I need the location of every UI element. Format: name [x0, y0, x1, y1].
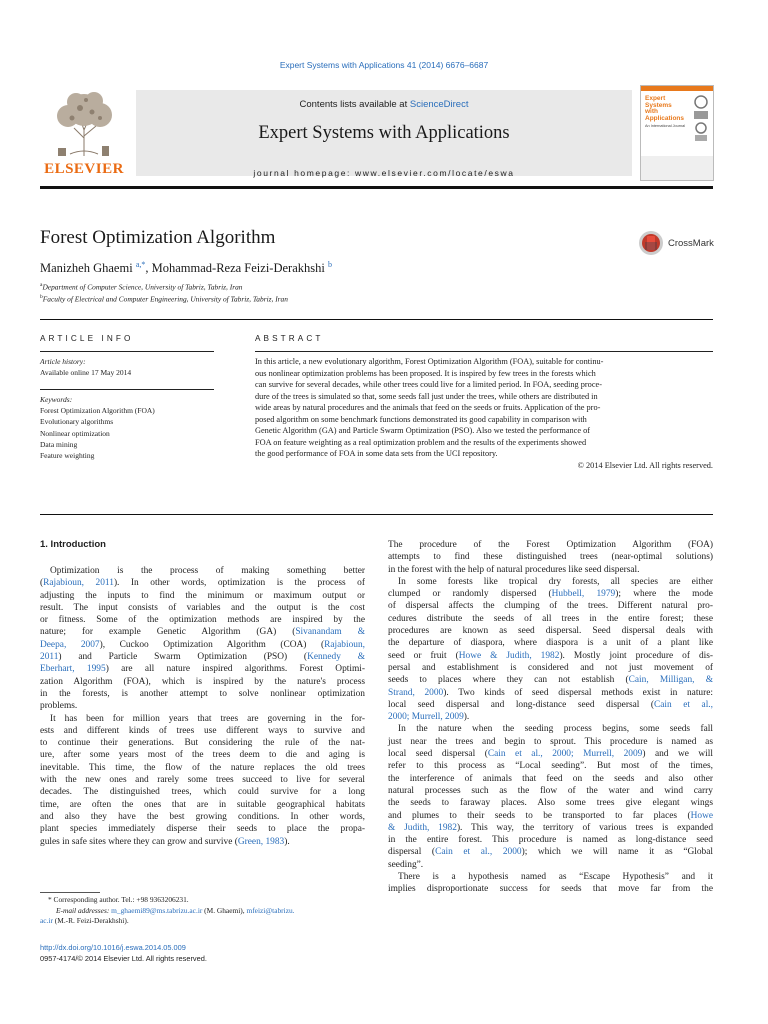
body-text-line [40, 823, 365, 835]
body-text-line [40, 700, 365, 712]
affiliation-marker: b [40, 294, 43, 300]
author-list [40, 260, 332, 276]
abstract-line: FOA on feature weighting as a real optimization problem and the results of the experiments showed [255, 437, 587, 447]
body-text-line [388, 613, 713, 625]
body-text: with the new ones and rarely some trees succeed to live for several [40, 775, 365, 786]
body-text: natural processes such as the flow of the water and wind carry [388, 785, 713, 796]
body-text-line [388, 674, 713, 686]
body-text: ). Two kinds of seed dispersal methods exist in nature: [443, 687, 713, 698]
intro-left-column [40, 565, 365, 848]
body-text: seeds to places where they can not establish ( [388, 675, 629, 686]
body-text: result. The input consists of variables and the output is the cost [40, 602, 365, 613]
body-text: ) and we will [642, 749, 713, 760]
reference-link[interactable]: Sivanandam & [295, 627, 365, 638]
sciencedirect-link[interactable]: ScienceDirect [409, 99, 469, 110]
reference-link[interactable]: Deepa, 2007 [40, 639, 100, 650]
article-info-heading: ARTICLE INFO [40, 334, 134, 343]
body-text: ). Mostly joint procedure of dis- [559, 650, 714, 661]
body-text: of dispersal affects the clumping of the trees. Different natural pro- [388, 601, 713, 612]
footnote-rule [40, 892, 100, 893]
body-text-line [40, 737, 365, 749]
affiliation-text: Department of Computer Science, University of Tabriz, Tabriz, Iran [42, 282, 243, 292]
body-text-line [40, 602, 365, 614]
body-text-line [40, 663, 365, 675]
body-text-line [388, 773, 713, 785]
body-text: the seeds to faraway places. Also some trees give elegant wings [388, 798, 713, 809]
body-text: In the nature when the seeding process begins, some seeds fall [398, 724, 713, 735]
body-text: and plumes to their seeds to be transported to far places ( [388, 810, 691, 821]
body-text-line [40, 577, 365, 589]
affiliation-text: Faculty of Electrical and Computer Engineering, University of Tabriz, Tabriz, Iran [42, 294, 288, 304]
corresponding-author-note: * Corresponding author. Tel.: +98 9363206231. [48, 895, 189, 904]
email-continuation [40, 916, 365, 927]
abstract-heading: ABSTRACT [255, 334, 324, 343]
body-text-line [388, 539, 713, 551]
cover-title-line: Expert [645, 95, 666, 102]
reference-link[interactable]: Strand, 2000 [388, 687, 444, 698]
keywords-block [40, 394, 214, 461]
body-text: ) and Particle Swarm Optimization (PSO) ( [58, 652, 308, 663]
body-text-line [388, 687, 713, 699]
body-text-line [388, 625, 713, 637]
body-text-line [40, 639, 365, 651]
abstract-rule [255, 351, 713, 352]
body-text-line [388, 711, 713, 723]
reference-link[interactable]: Rajabioun, [324, 639, 365, 650]
affiliation-marker: a [40, 282, 43, 288]
body-text: ( [40, 578, 44, 589]
body-text: attempts to find these distinguished trees (near-optimal solutions) [388, 552, 713, 563]
keyword-item: Feature weighting [40, 451, 95, 461]
keywords-label: Keywords: [40, 395, 73, 404]
abstract-line: Genetic Algorithm (GA) and Particle Swarm Optimization (PSO). Also we tested the performance of [255, 426, 591, 435]
keyword-item: Forest Optimization Algorithm (FOA) [40, 406, 155, 416]
body-text: gules in safe sites where they can grow and survive ( [40, 836, 238, 847]
body-text-line [388, 883, 713, 895]
crossmark-badge[interactable] [638, 230, 714, 258]
abstract-line: posed algorithm on some benchmark functions demonstrated its good capability in comparison with [255, 414, 587, 424]
cover-strip [641, 86, 713, 91]
journal-homepage[interactable]: journal homepage: www.elsevier.com/locate/eswa [253, 168, 515, 178]
issn-line: 0957-4174/© 2014 Elsevier Ltd. All rights reserved. [40, 954, 207, 963]
body-text-line [40, 749, 365, 761]
abstract-bottom-rule [40, 514, 713, 515]
body-text: the departure of diaspora, where diaspora is a unit of a plant like [388, 638, 713, 649]
body-text: decades. The distinguished trees, which could survive for a long [40, 787, 365, 798]
reference-link[interactable]: 2000; Murrell, 2009 [388, 712, 464, 723]
body-text: inevitable. This time, the flow of the nature replaces the old trees [40, 762, 365, 773]
paper-title: Forest Optimization Algorithm [40, 227, 276, 248]
cover-title-line: Applications [645, 114, 685, 122]
email-link[interactable]: mfeizi@tabrizu. [246, 905, 295, 915]
body-text: local seed dispersal and long-distance seed dispersal ( [388, 699, 655, 710]
reference-link[interactable]: Howe [690, 810, 713, 821]
reference-link[interactable]: Rajabioun, 2011 [43, 578, 114, 589]
body-text-line [388, 785, 713, 797]
body-text: refer to this process as “Local seeding”. But most of the times, [388, 761, 713, 772]
body-text-line [388, 650, 713, 662]
body-text-line [40, 774, 365, 786]
journal-citation[interactable]: Expert Systems with Applications 41 (2014) 6676–6687 [279, 60, 489, 70]
body-text-line [388, 834, 713, 846]
body-text-line [388, 797, 713, 809]
body-text-line [388, 588, 713, 600]
article-history [40, 356, 214, 378]
body-text: to continue their generations. But considering the rule of the nat- [40, 738, 365, 749]
body-text: dispersal ( [388, 847, 436, 858]
reference-link[interactable]: Green, 1983 [237, 836, 285, 847]
author-name: Manizheh Ghaemi [40, 261, 133, 276]
body-text-line [388, 810, 713, 822]
affiliation-rule [40, 319, 713, 320]
elsevier-logo[interactable] [40, 88, 128, 180]
abstract-line: In this article, a new evolutionary algorithm, Forest Optimization Algorithm (FOA), suitable for continu- [255, 357, 604, 366]
cover-gear-icon [691, 94, 711, 142]
doi-link[interactable] [40, 943, 186, 952]
body-text: plant species immediately disperse their seeds to place the propa- [40, 824, 365, 835]
body-text: ). In other words, optimization is the process of [113, 578, 365, 589]
body-text: time, are often the ones that are in suitable geographical habitats [40, 799, 365, 810]
keyword-item: Data mining [40, 439, 78, 449]
history-rule [40, 389, 214, 390]
journal-header [40, 85, 713, 184]
body-text: It has been for million years that trees are governing in the for- [50, 713, 365, 724]
body-text-line [40, 713, 365, 725]
email-owner: (M.-R. Feizi-Derakhshi). [52, 916, 129, 925]
body-text: The procedure of the Forest Optimization Algorithm (FOA) [388, 540, 713, 550]
reference-link[interactable]: Hubbell, 1979 [551, 589, 616, 600]
reference-link[interactable]: Cain et al., [654, 699, 713, 710]
body-text-line [388, 576, 713, 588]
elsevier-tree-icon [40, 88, 128, 158]
keyword-item: Evolutionary algorithms [40, 417, 114, 427]
journal-banner [136, 90, 632, 176]
body-text: in the forest with the help of natural procedures like seed dispersal. [388, 564, 640, 575]
abstract-line: wide areas by natural procedures and the animals that feed on the seeds or fruits. Application of the pro- [255, 403, 601, 412]
abstract-line: dure of the trees is simulated so that, some seeds fall just under the trees, while others are distributed in [255, 391, 598, 401]
body-text: ). [284, 836, 290, 847]
body-text: and also they have the best growing conditions. In other words, [40, 811, 365, 822]
journal-title: Expert Systems with Applications [258, 123, 510, 143]
body-text-line [388, 600, 713, 612]
body-text: or fitness. Some of the optimization methods are inspired by the [40, 615, 365, 626]
body-text-line [388, 760, 713, 772]
body-text: problems. [40, 701, 78, 712]
body-text: There is a hypothesis named as “Escape Hypothesis” and it [398, 872, 713, 883]
email-link[interactable]: m_ghaemi89@ms.tabrizu.ac.ir [111, 905, 203, 915]
header-rule [40, 186, 713, 189]
body-text-line [388, 723, 713, 735]
body-text: cedures distribute the seeds of all trees in the entire forest; these [388, 613, 713, 624]
author-affiliation-marker[interactable]: b [327, 260, 332, 269]
body-text-line [388, 699, 713, 711]
body-text: implies disproportionate success for seeds that move far from the [388, 884, 713, 895]
cover-subtitle: An International Journal [645, 124, 686, 128]
abstract-body [255, 356, 713, 471]
body-text-line [388, 564, 713, 576]
email-addresses [40, 906, 365, 917]
body-text-line [40, 590, 365, 602]
body-text: the interference of animals that feed on the seeds and also other [388, 773, 713, 784]
body-text-line [40, 786, 365, 798]
body-text: clumped or randomly dispersed ( [388, 589, 552, 600]
body-text: procedures are known as seed dispersal. Seed dispersal deals with [388, 626, 713, 637]
reference-link[interactable]: Cain et al., 2000 [435, 847, 522, 858]
body-text-line [40, 799, 365, 811]
body-text: ests and different kinds of trees use different ways to survive and [40, 725, 365, 736]
abstract-line: can survive for several decades, while other trees could live for a limited period. In FOA, seeding proce- [255, 380, 602, 389]
affiliation-a [40, 282, 242, 291]
reference-link[interactable]: 2011 [40, 652, 59, 663]
body-text: seed or fruit ( [388, 650, 459, 661]
body-text-line [40, 688, 365, 700]
body-text-line [40, 651, 365, 663]
body-text: local seed dispersal ( [388, 749, 488, 760]
body-text-line [40, 811, 365, 823]
body-text: In some forests like tropical dry forests, all species are either [398, 576, 713, 587]
body-text-line [388, 822, 713, 834]
abstract-line: the good performance of FOA in some data sets from the UCI repository. [255, 449, 498, 458]
reference-link[interactable]: Howe & Judith, 1982 [458, 650, 560, 661]
body-text: ); which we will name it as “Global [521, 847, 713, 858]
author-name: Mohammad-Reza Feizi-Derakhshi [151, 261, 325, 276]
body-text-line [40, 836, 365, 848]
reference-link[interactable]: & Judith, 1982 [388, 822, 457, 833]
body-text: zation Algorithm (FOA), which is inspired by the nature's process [40, 676, 365, 687]
body-text-line [40, 614, 365, 626]
body-text-line [40, 762, 365, 774]
body-text-line [388, 748, 713, 760]
doi-url[interactable]: http://dx.doi.org/10.1016/j.eswa.2014.05.009 [40, 943, 186, 952]
crossmark-icon [638, 230, 664, 256]
body-text: just near the trees and begin to sprout. This procedure is named as [388, 736, 713, 747]
body-text: ure, after some years most of the trees deem to die and aging is [40, 750, 365, 761]
body-text-line [388, 859, 713, 871]
body-text-line [40, 676, 365, 688]
publisher-name: ELSEVIER [44, 161, 124, 177]
abstract-copyright: © 2014 Elsevier Ltd. All rights reserved. [577, 460, 713, 470]
reference-link[interactable]: Cain, Milligan, & [628, 675, 713, 686]
body-text: ); where the mode [615, 589, 713, 600]
body-text-line [40, 565, 365, 577]
article-info-rule [40, 351, 214, 352]
body-text-line [388, 662, 713, 674]
body-text-line [40, 725, 365, 737]
reference-link[interactable]: Cain et al., 2000; Murrell, 2009 [487, 749, 643, 760]
body-text: in the forests, is another attempt to solve nonlinear optimization [40, 688, 365, 699]
body-text-line [388, 551, 713, 563]
body-text-line [388, 871, 713, 883]
cover-title [645, 96, 691, 128]
affiliation-b [40, 294, 288, 303]
email-label: E-mail addresses: [56, 905, 110, 915]
contents-prefix: Contents lists available at [299, 99, 410, 110]
reference-link[interactable]: Kennedy & [307, 652, 365, 663]
contents-line [136, 99, 632, 110]
body-text: in the entire forest. This procedure is named as long-distance seed [388, 835, 713, 846]
crossmark-label: CrossMark [668, 238, 714, 249]
body-text: ). This way, the territory of various trees is expanded [456, 822, 714, 833]
section-heading-introduction: 1. Introduction [40, 539, 106, 550]
history-label: Article history: [40, 357, 86, 366]
body-text: ). [463, 712, 470, 723]
body-text-line [40, 626, 365, 638]
cover-title-line: with [645, 108, 658, 115]
body-text: adjusting the inputs to find the minimum or maximum output or [40, 590, 365, 601]
body-text: ), Cuckoo Optimization Algorithm (COA) ( [99, 639, 325, 650]
author-affiliation-marker[interactable]: a,* [135, 260, 146, 269]
body-text: ) are all nature inspired algorithms. Forest Optimi- [105, 664, 365, 675]
body-text-line [388, 637, 713, 649]
cover-bottom-band [641, 156, 713, 180]
email-link-continued[interactable]: ac.ir [40, 916, 53, 925]
reference-link[interactable]: Eberhart, 1995 [40, 664, 106, 675]
cover-title-line: Systems [645, 101, 672, 109]
body-text-line [388, 736, 713, 748]
author-separator: , [145, 261, 152, 276]
body-text: persal and establishment is considered and not just movement of [388, 662, 713, 673]
keyword-item: Nonlinear optimization [40, 428, 110, 438]
history-value: Available online 17 May 2014 [40, 368, 132, 378]
footnote-corresponding [40, 895, 365, 927]
abstract-line: ous nonlinear optimization problems has been proposed. It is inspired by few trees in the forests which [255, 368, 596, 378]
email-owner: (M. Ghaemi), [202, 905, 247, 915]
intro-right-column [388, 539, 713, 896]
body-text: seeding”. [388, 859, 424, 870]
body-text: Optimization is the process of making something better [50, 566, 365, 576]
body-text-line [388, 846, 713, 858]
body-text: nature; for example Genetic Algorithm (GA) ( [40, 627, 296, 638]
journal-cover-thumbnail[interactable] [640, 85, 714, 181]
